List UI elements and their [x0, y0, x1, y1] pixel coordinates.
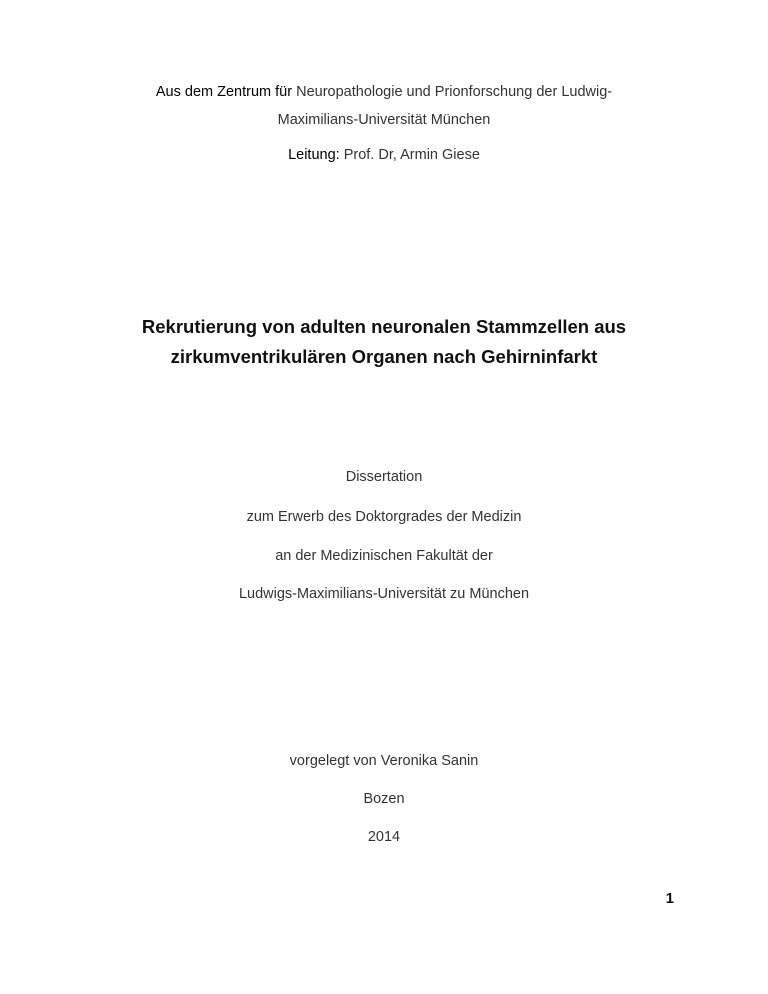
year-line: 2014 [367, 829, 401, 845]
faculty-line: an der Medizinischen Fakultät der [275, 548, 493, 564]
author-line: vorgelegt von Veronika Sanin [289, 753, 479, 769]
place-line: Bozen [363, 791, 405, 807]
institute-line-1 [0, 84, 768, 100]
institute-line-2: Maximilians-Universität München [277, 112, 491, 128]
institute-prefix: Aus dem Zentrum für [155, 84, 293, 100]
degree-purpose: zum Erwerb des Doktorgrades der Medizin [246, 509, 522, 525]
leitung-name: Prof. Dr, Armin Giese [343, 147, 480, 163]
leitung-label: Leitung: [288, 147, 340, 163]
thesis-title-line-1: Rekrutierung von adulten neuronalen Stammzellen aus [141, 316, 627, 337]
leitung-line [0, 147, 768, 163]
degree-type: Dissertation [345, 469, 423, 485]
thesis-title-line-2: zirkumventrikulären Organen nach Gehirninfarkt [170, 346, 598, 367]
page-number: 1 [665, 890, 674, 907]
institute-name: Neuropathologie und Prionforschung der Ludwig- [296, 84, 613, 100]
university-line: Ludwigs-Maximilians-Universität zu München [238, 586, 530, 602]
